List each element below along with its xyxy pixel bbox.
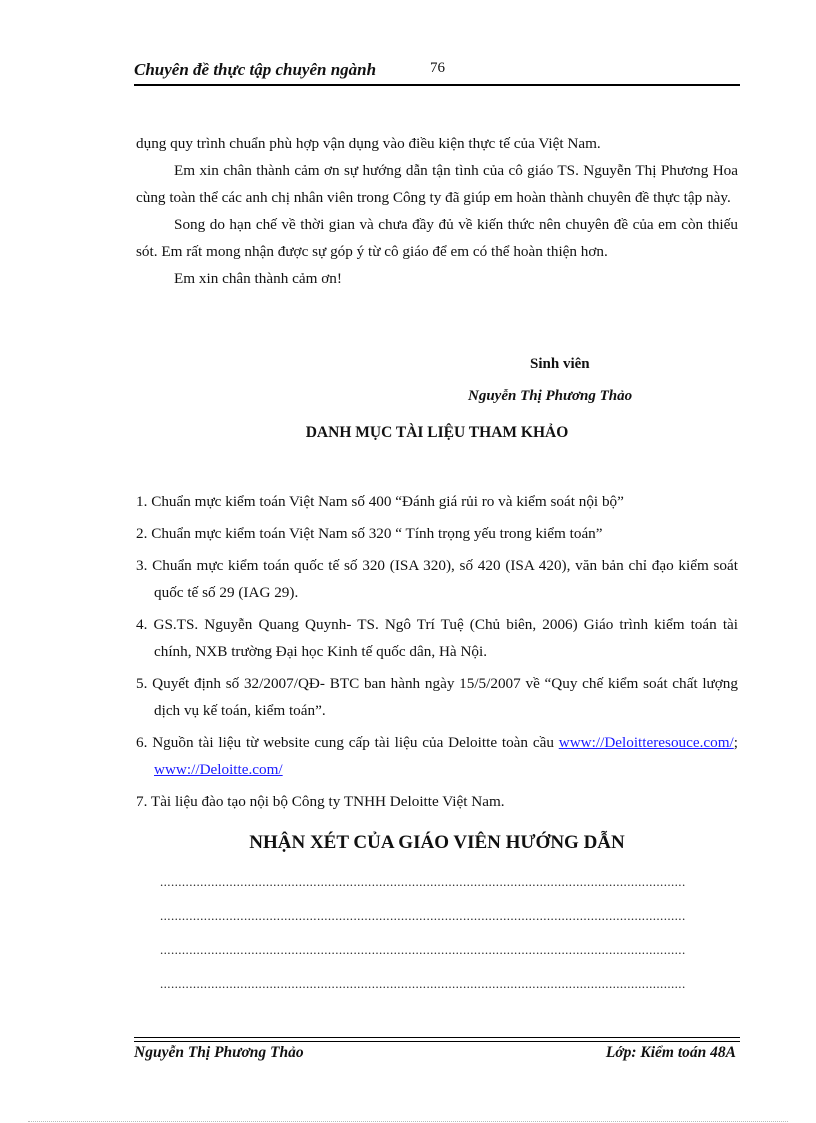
signature-name: Nguyễn Thị Phương Thảo [468, 388, 633, 404]
signature-role: Sinh viên [530, 356, 590, 372]
link-separator: ; [733, 734, 739, 751]
paragraph: Song do hạn chế về thời gian và chưa đầy đủ về kiến thức nên chuyên đề của em còn thiếu sót. Em rất mong nhận được sự góp ý từ cô giáo để em có thể hoàn thiện hơn. [136, 216, 738, 260]
footer-author: Nguyễn Thị Phương Thảo [134, 1044, 304, 1061]
dotted-line: ................................................................................................................................................ [160, 908, 686, 923]
page-edge-dots [28, 1121, 788, 1122]
paragraph: dụng quy trình chuẩn phù hợp vận dụng vào điều kiện thực tế của Việt Nam. [136, 135, 601, 152]
header-title: Chuyên đề thực tập chuyên ngành [134, 60, 377, 79]
footer-class: Lớp: Kiểm toán 48A [605, 1044, 736, 1061]
deloitte-resource-link[interactable]: www://Deloitteresouce.com/ [558, 734, 734, 751]
reference-item: 7. Tài liệu đào tạo nội bộ Công ty TNHH Deloitte Việt Nam. [136, 793, 505, 810]
page-number: 76 [430, 60, 445, 76]
dotted-line: ................................................................................................................................................ [160, 976, 686, 991]
deloitte-link[interactable]: www://Deloitte.com/ [154, 761, 283, 778]
reference-item [136, 729, 738, 783]
dotted-line: ................................................................................................................................................ [160, 874, 686, 889]
paragraph: Em xin chân thành cảm ơn sự hướng dẫn tận tình của cô giáo TS. Nguyễn Thị Phương Hoa cùng toàn thể các anh chị nhân viên trong Công ty đã giúp em hoàn thành chuyên đề thực tập này. [136, 162, 738, 206]
reference-item: 1. Chuẩn mực kiểm toán Việt Nam số 400 “Đánh giá rủi ro và kiểm soát nội bộ” [136, 493, 624, 510]
reference-text: 6. Nguồn tài liệu từ website cung cấp tài liệu của Deloitte toàn cầu [136, 734, 554, 751]
references-list [136, 488, 738, 820]
references-title: DANH MỤC TÀI LIỆU THAM KHẢO [305, 424, 569, 441]
reference-item: 2. Chuẩn mực kiểm toán Việt Nam số 320 “ Tính trọng yếu trong kiểm toán” [136, 525, 603, 542]
header-rule [134, 84, 740, 86]
reference-item: 5. Quyết định số 32/2007/QĐ- BTC ban hành ngày 15/5/2007 về “Quy chế kiểm soát chất lượng dịch vụ kế toán, kiểm toán”. [136, 675, 738, 719]
paragraph: Em xin chân thành cảm ơn! [174, 270, 342, 287]
body-text [136, 130, 738, 292]
page-header [134, 60, 740, 84]
review-title: NHẬN XÉT CỦA GIÁO VIÊN HƯỚNG DẪN [249, 832, 625, 853]
footer-rule [134, 1041, 740, 1042]
dotted-line: ................................................................................................................................................ [160, 942, 686, 957]
footer-rule [134, 1037, 740, 1038]
reference-item: 3. Chuẩn mực kiểm toán quốc tế số 320 (ISA 320), số 420 (ISA 420), văn bản chỉ đạo kiểm soát quốc tế số 29 (IAG 29). [136, 557, 738, 601]
reference-item: 4. GS.TS. Nguyễn Quang Quynh- TS. Ngô Trí Tuệ (Chủ biên, 2006) Giáo trình kiểm toán tài chính, NXB trường Đại học Kinh tế quốc dân, Hà Nội. [136, 616, 738, 660]
